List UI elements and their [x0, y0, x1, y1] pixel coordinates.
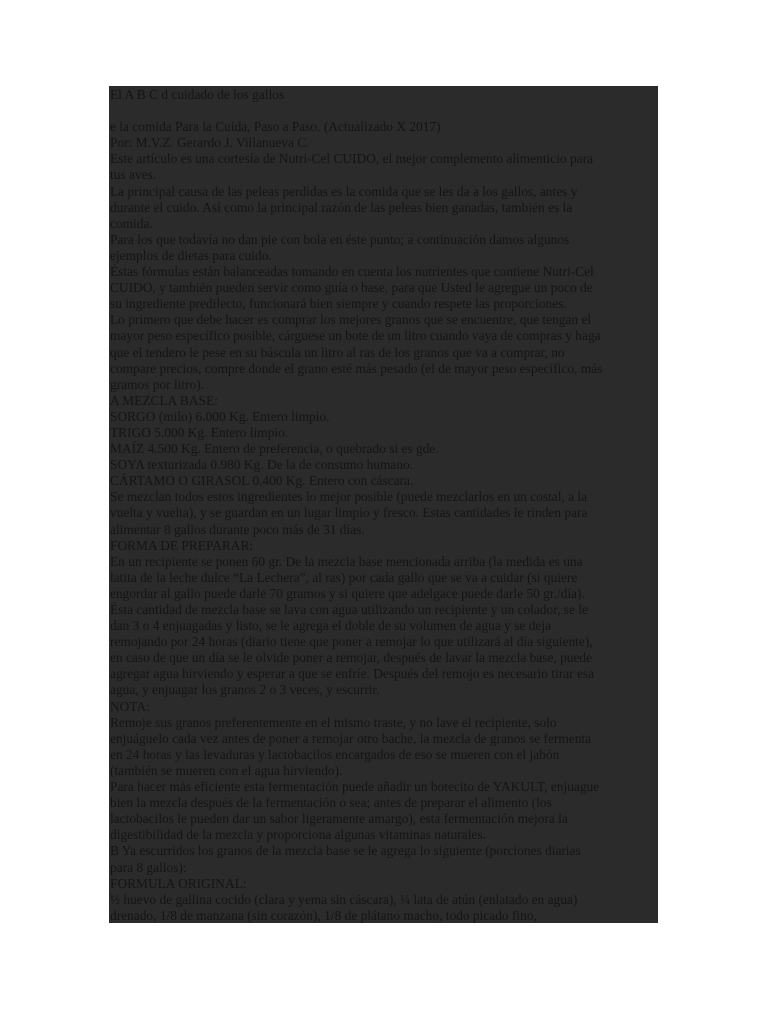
- text-line: su ingrediente predilecto, funcionará bien siempre y cuando respete las proporciones.: [110, 296, 567, 312]
- text-line: Este artículo es una cortesía de Nutri-Cel CUIDO, el mejor complemento alimenticio para: [110, 151, 594, 167]
- text-line: La principal causa de las peleas perdidas es la comida que se les da a los gallos, antes y: [110, 183, 578, 199]
- text-line: e la comida Para la Cuida, Paso a Paso. (Actualizado X 2017): [110, 119, 441, 135]
- text-line: TRIGO 5.000 Kg. Entero limpio.: [110, 424, 289, 440]
- text-line: para 8 gallos):: [110, 859, 187, 875]
- text-line: mayor peso específico posible, cárguese un bote de un litro cuando vaya de compras y haga: [110, 328, 601, 344]
- text-line: tus aves.: [110, 167, 157, 183]
- text-line: El A B C d cuidado de los gallos: [110, 87, 285, 102]
- text-line: Se mezclan todos estos ingredientes lo mejor posible (puede mezclarlos en un costal, a la: [110, 489, 588, 505]
- text-line: Ésta cantidad de mezcla base se lava con agua utilizando un recipiente y un colador, se le: [110, 602, 588, 617]
- text-line: bien la mezcla después de la fermentación o sea; antes de preparar el alimento (los: [110, 795, 552, 811]
- text-line: B Ya escurridos los granos de la mezcla base se le agrega lo siguiente (porciones diarias: [110, 843, 581, 859]
- document-page: [109, 86, 658, 923]
- text-line: latita de la leche dulce “La Lechera”, al ras) por cada gallo que se va a cuidar (si quiere: [110, 569, 578, 585]
- text-line: agua, y enjuagar los granos 2 o 3 veces, y escurrir.: [110, 682, 380, 698]
- text-line: durante el cuido. Así como la principal razón de las peleas bien ganadas, también es la: [110, 199, 573, 215]
- text-line: Para hacer más eficiente esta fermentación puede añadir un botecito de YAKULT, enjuague: [110, 779, 600, 795]
- text-line: FORMULA ORIGINAL:: [110, 875, 247, 891]
- text-line: Remoje sus granos preferentemente en el mismo traste, y no lave el recipiente, solo: [110, 714, 557, 730]
- text-line: enjuáguelo cada vez antes de poner a remojar otro bache, la mezcla de granos se fermenta: [110, 730, 592, 746]
- text-line: dan 3 o 4 enjuagadas y listo, se le agrega el doble de su volumen de agua y se deja: [110, 618, 552, 634]
- text-line: vuelta y vuelta), y se guardan en un lugar limpio y fresco. Estas cantidades le rinden para: [110, 505, 588, 521]
- text-line: agregar agua hirviendo y esperar a que se enfríe. Después del remojo es necesario tirar esa: [110, 666, 595, 682]
- text-line: SOYA texturizada 0.980 Kg. De la de consumo humano.: [110, 457, 414, 473]
- text-line: (también se mueren con el agua hirviendo).: [110, 762, 343, 778]
- text-line: drenado, 1/8 de manzana (sin corazón), 1/8 de plátano macho, todo picado fino,: [110, 907, 537, 923]
- text-line: En un recipiente se ponen 60 gr. De la mezcla base mencionada arriba (la medida es una: [110, 553, 583, 569]
- text-line: Éstas fórmulas están balanceadas tomando en cuenta los nutrientes que contiene Nutri-Cel: [110, 264, 594, 280]
- text-line: en caso de que un día se le olvide poner a remojar, después de lavar la mezcla base, puede: [110, 650, 593, 666]
- text-line: FORMA DE PREPARAR:: [110, 537, 254, 553]
- text-line: MAÍZ 4.500 Kg. Entero de preferencia, o quebrado si es gde.: [110, 441, 439, 457]
- text-line: que el tendero le pese en su báscula un litro al ras de los granos que va a comprar, no: [110, 344, 565, 360]
- text-line: lactobacilos le pueden dar un sabor ligeramente amargo), esta fermentación mejora la: [110, 811, 568, 827]
- text-line: Lo primero que debe hacer es comprar los mejores granos que se encuentre, que tengan el: [110, 312, 592, 328]
- text-line: Por: M.V.Z. Gerardo J. Villanueva C.: [110, 135, 310, 151]
- text-line: Para los que todavía no dan pie con bola en éste punto; a continuación damos algunos: [110, 231, 570, 247]
- text-line: CUIDO, y también pueden servir como guía o base, para que Usted le agregue un poco de: [110, 280, 593, 296]
- text-line: en 24 horas y las levaduras y lactobacilos encargados de eso se mueren con el jabón: [110, 746, 560, 762]
- text-line: remojando por 24 horas (diario tiene que poner a remojar lo que utilizará al día siguiente),: [110, 634, 593, 650]
- text-line: comida.: [110, 215, 153, 231]
- text-line: SORGO (milo) 6.000 Kg. Entero limpio.: [110, 408, 330, 424]
- text-line: [110, 103, 658, 119]
- text-line: compare precios, compre donde el grano esté más pesado (el de mayor peso específico, más: [110, 360, 603, 376]
- text-line: NOTA:: [110, 698, 150, 714]
- text-line: engordar al gallo puede darle 70 gramos y si quiere que adelgace puede darle 50 gr./día).: [110, 585, 585, 601]
- text-line: A MEZCLA BASE:: [110, 392, 218, 408]
- text-line: CÁRTAMO O GIRASOL 0.400 Kg. Entero con cáscara.: [110, 473, 414, 489]
- text-line: ½ huevo de gallina cocido (clara y yema sin cáscara), ¼ lata de atún (enlatado en agua): [110, 891, 578, 907]
- text-line: gramos por litro).: [110, 376, 205, 392]
- text-line: digestibilidad de la mezcla y proporciona algunas vitaminas naturales.: [110, 827, 486, 843]
- text-line: ejemplos de dietas para cuido.: [110, 247, 272, 263]
- text-line: alimentar 8 gallos durante poco más de 31 días.: [110, 521, 365, 537]
